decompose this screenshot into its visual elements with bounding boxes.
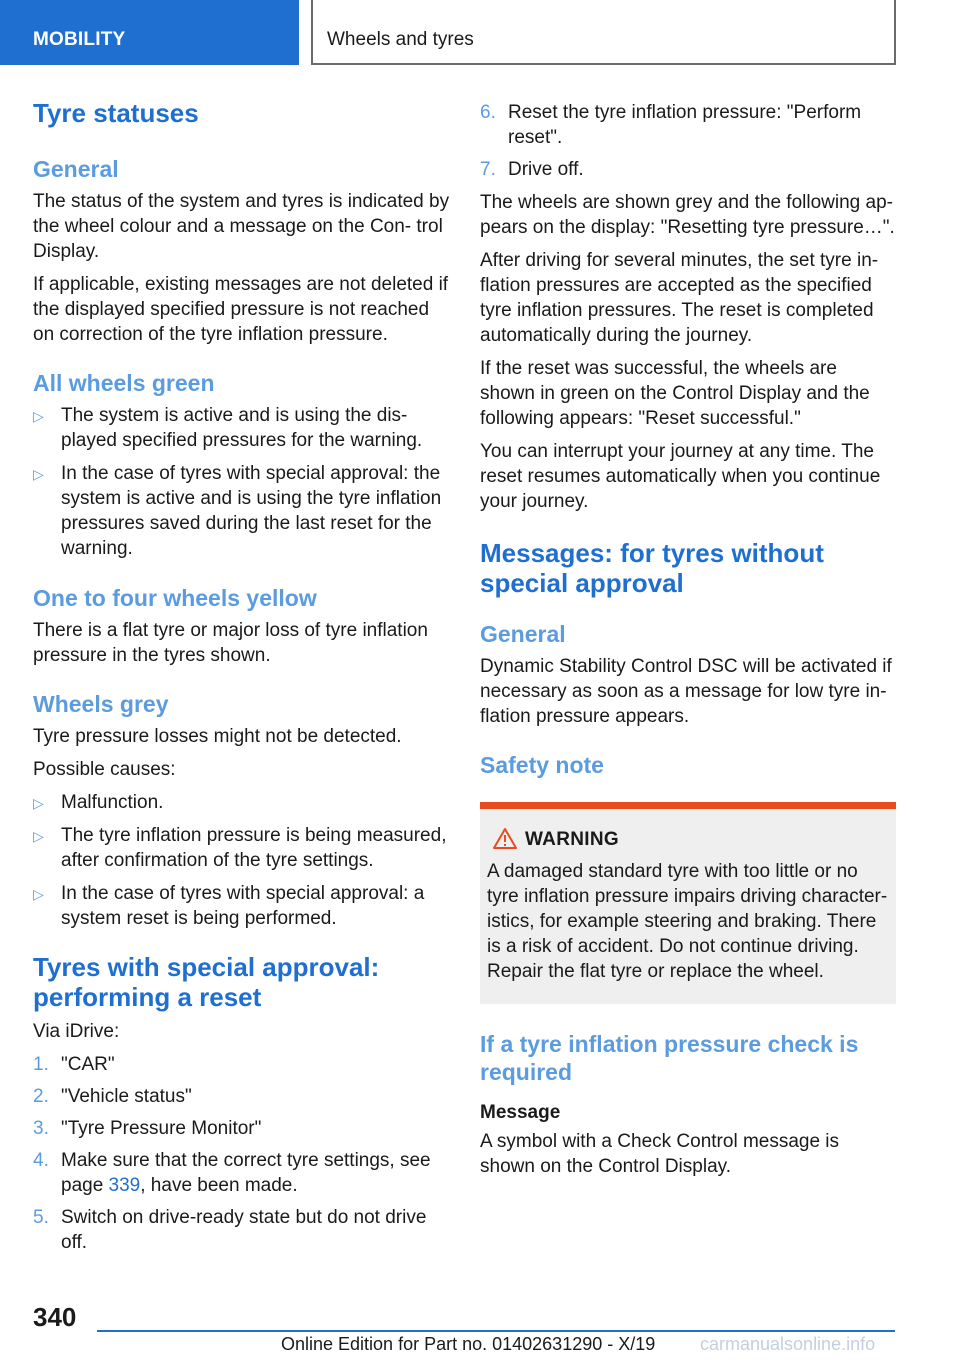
triangle-bullet-icon: ▷ [33,408,44,424]
section-tab [0,0,299,65]
grey-paragraph-1: Tyre pressure losses might not be detected. [33,726,402,747]
heading-performing-reset: Tyres with special approval: performing a reset [33,952,380,1012]
page-number: 340 [33,1302,77,1332]
step-text-pre: Make sure that the correct tyre settings, see page [61,1150,431,1196]
heading-messages: Messages: for tyres without special approval [480,538,824,598]
page-link[interactable]: 339 [108,1175,141,1196]
dsc-paragraph: Dynamic Stability Control DSC will be activated if necessary as soon as a message for low tyre in‐ flation pressure appears. [480,656,892,727]
step-item [33,1148,451,1198]
yellow-paragraph: There is a flat tyre or major loss of tyre inflation pressure in the tyres shown. [33,620,428,666]
section-title: MOBILITY [33,29,126,50]
list-item [33,823,451,873]
step-item [480,100,896,150]
heading-tyre-statuses: Tyre statuses [33,98,199,128]
edition-text: Online Edition for Part no. 01402631290 - X/19 [281,1334,656,1354]
warning-text: A damaged standard tyre with too little or no tyre inflation pressure impairs driving character‐ istics, for example steering and braking. There is a risk of accident. Do not continue driving. Repair the flat tyre or replace the wheel. [487,861,888,982]
heading-message: Message [480,1102,561,1123]
left-column [33,98,451,1255]
step-item [33,1084,451,1109]
footer-divider [97,1330,895,1332]
list-item [33,403,451,453]
step-number: 7. [480,159,496,180]
chapter-title: Wheels and tyres [327,29,474,50]
step-text: Drive off. [508,159,584,180]
grey-paragraph-2: Possible causes: [33,759,176,780]
message-paragraph: A symbol with a Check Control message is shown on the Control Display. [480,1131,840,1177]
reset-paragraph-2: After driving for several minutes, the set tyre in‐ flation pressures are accepted as the specified tyre inflation pressures. The reset is completed automatically during the journey. [480,250,879,346]
step-text: "Vehicle status" [61,1086,192,1107]
step-number: 3. [33,1118,49,1139]
list-item [33,881,451,931]
triangle-bullet-icon: ▷ [33,886,44,902]
reset-paragraph-3: If the reset was successful, the wheels are shown in green on the Control Display and the following appears: "Reset successful." [480,358,870,429]
step-number: 2. [33,1086,49,1107]
list-item-text: The tyre inflation pressure is being measured, after confirmation of the tyre settings. [61,825,447,871]
step-item [480,157,896,182]
reset-intro: Via iDrive: [33,1021,120,1042]
step-number: 1. [33,1054,49,1075]
general-paragraph-1: The status of the system and tyres is indicated by the wheel colour and a message on the Con‐ trol Display. [33,191,450,262]
step-text: Reset the tyre inflation pressure: "Perform reset". [508,102,862,148]
watermark: carmanualsonline.info [700,1334,876,1354]
step-text: "Tyre Pressure Monitor" [61,1118,262,1139]
step-text-post: , have been made. [140,1175,298,1196]
list-item-text: In the case of tyres with special approval: a system reset is being performed. [61,883,425,929]
heading-general-right: General [480,621,566,647]
list-item-text: The system is active and is using the dis‐ played specified pressures for the warning. [61,405,423,451]
warning-box [480,802,896,1004]
step-item [33,1052,451,1077]
right-column [480,100,896,1179]
warning-title [487,827,888,852]
step-item [33,1205,451,1255]
heading-wheels-yellow: One to four wheels yellow [33,585,317,611]
step-item [33,1116,451,1141]
list-item [33,461,451,561]
heading-all-wheels-green: All wheels green [33,370,215,396]
step-text: Switch on drive-ready state but do not drive off. [61,1207,427,1253]
list-item-text: Malfunction. [61,792,164,813]
general-paragraph-2: If applicable, existing messages are not deleted if the displayed specified pressure is not reached on correction of the tyre inflation pressure. [33,274,449,345]
list-item [33,790,451,815]
heading-safety-note: Safety note [480,752,604,778]
heading-wheels-grey: Wheels grey [33,691,169,717]
triangle-bullet-icon: ▷ [33,828,44,844]
heading-pressure-check: If a tyre inflation pressure check is required [480,1031,859,1085]
reset-paragraph-1: The wheels are shown grey and the following ap‐ pears on the display: "Resetting tyre pressure…". [480,192,895,238]
triangle-bullet-icon: ▷ [33,466,44,482]
list-item-text: In the case of tyres with special approval: the system is active and is using the tyre inflation pressures saved during the last reset for the warning. [61,463,442,559]
heading-general: General [33,156,119,182]
step-number: 5. [33,1207,49,1228]
warning-label: WARNING [525,829,619,850]
chapter-tab [311,0,896,65]
reset-paragraph-4: You can interrupt your journey at any time. The reset resumes automatically when you continue your journey. [480,441,881,512]
step-number: 6. [480,102,496,123]
warning-triangle-icon [492,827,518,850]
step-text: "CAR" [61,1054,115,1075]
triangle-bullet-icon: ▷ [33,795,44,811]
step-number: 4. [33,1150,49,1171]
